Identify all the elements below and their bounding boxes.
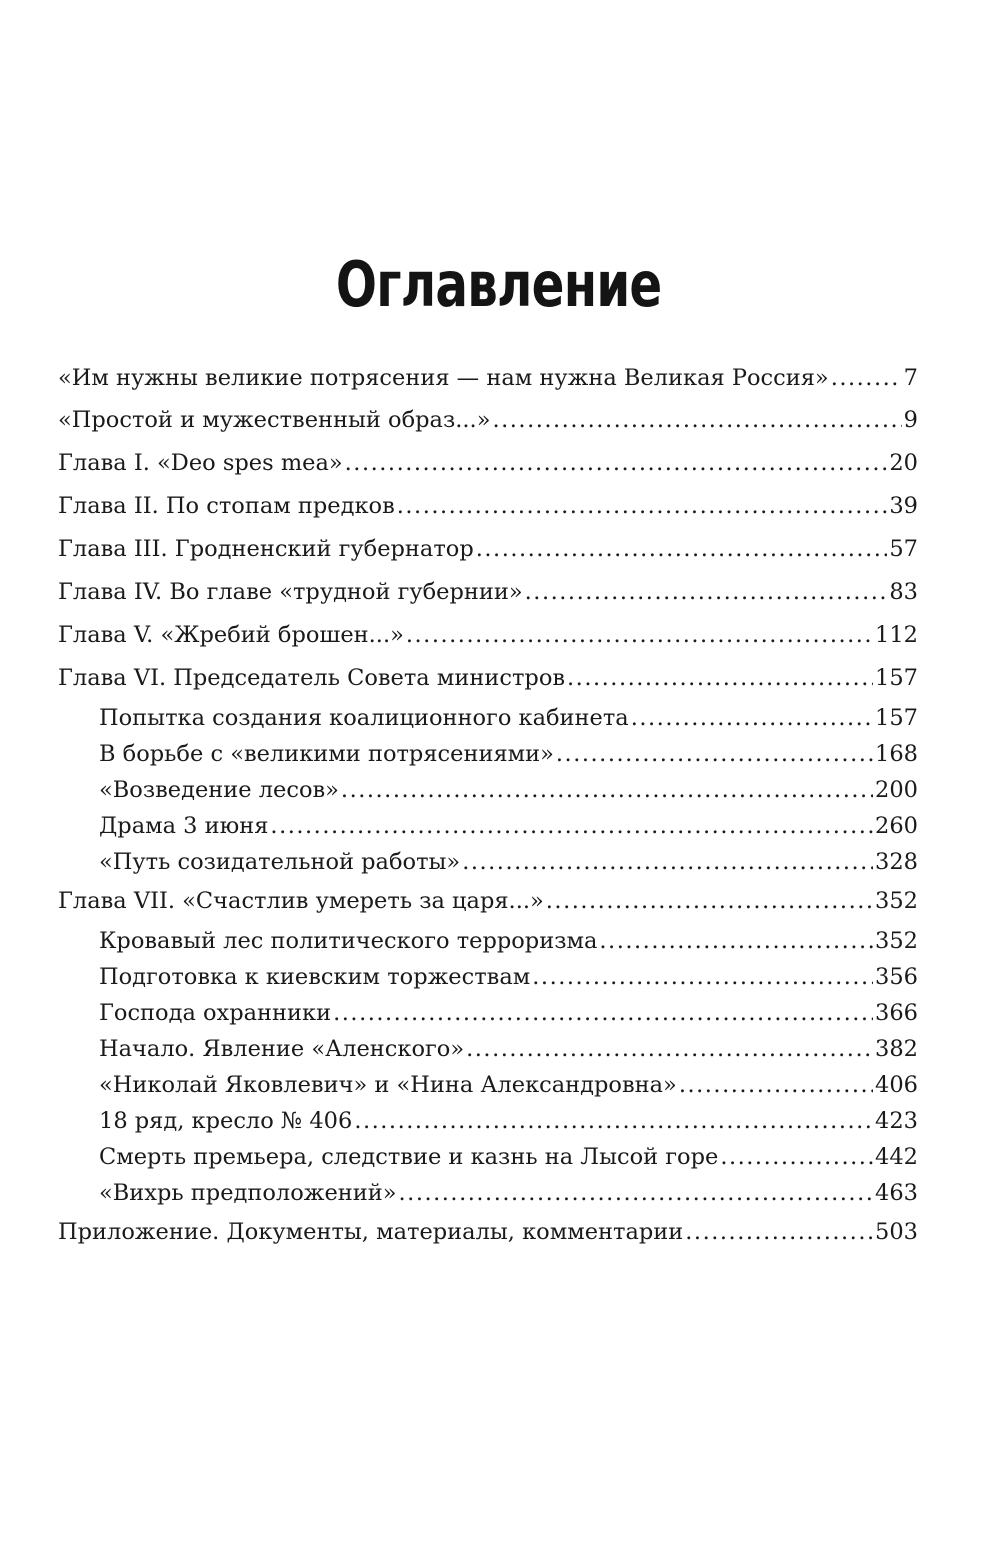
toc-entry-page: 423 xyxy=(875,1108,918,1134)
leader-dots xyxy=(556,739,873,769)
toc-entry-label: В борьбе с «великими потрясениями» xyxy=(99,741,554,767)
leader-dots xyxy=(333,998,873,1028)
toc-entry[interactable] xyxy=(58,448,918,478)
leader-dots xyxy=(492,405,901,435)
toc-subentry[interactable] xyxy=(99,926,918,956)
leader-dots xyxy=(270,811,873,841)
toc-entry-label: Драма 3 июня xyxy=(99,813,269,839)
toc-entry-label: Глава VII. «Счастлив умереть за царя...» xyxy=(58,888,544,914)
toc-entry-label: Глава VI. Председатель Совета министров xyxy=(58,665,566,691)
toc-entry[interactable] xyxy=(58,577,918,607)
toc-entry-label: Подготовка к киевским торжествам xyxy=(99,964,531,990)
toc-subentry[interactable] xyxy=(99,811,918,841)
toc-subentry[interactable] xyxy=(99,847,918,877)
toc-entry-page: 83 xyxy=(889,579,918,605)
toc-entry-label: «Николай Яковлевич» и «Нина Александровна» xyxy=(99,1072,677,1098)
leader-dots xyxy=(345,448,888,478)
toc-entry-label: Кровавый лес политического терроризма xyxy=(99,928,598,954)
toc-entry-page: 352 xyxy=(875,928,918,954)
toc-entry-page: 442 xyxy=(875,1144,918,1170)
toc-subentry[interactable] xyxy=(99,1070,918,1100)
leader-dots xyxy=(525,577,888,607)
toc-entry-page: 168 xyxy=(875,741,918,767)
toc-entry-label: «Вихрь предположений» xyxy=(99,1180,397,1206)
toc-entry-page: 157 xyxy=(875,665,918,691)
leader-dots xyxy=(532,962,873,992)
toc-entry[interactable] xyxy=(58,405,918,435)
toc-entry-page: 382 xyxy=(875,1036,918,1062)
leader-dots xyxy=(631,703,873,733)
toc-entry-label: Глава III. Гродненский губернатор xyxy=(58,536,474,562)
leader-dots xyxy=(476,534,888,564)
toc-entry-page: 356 xyxy=(875,964,918,990)
toc-subentry[interactable] xyxy=(99,739,918,769)
leader-dots xyxy=(685,1217,873,1247)
leader-dots xyxy=(399,1178,874,1208)
toc-entry-label: Попытка создания коалиционного кабинета xyxy=(99,705,629,731)
toc-entry[interactable] xyxy=(58,663,918,693)
toc-entry-label: Смерть премьера, следствие и казнь на Лысой горе xyxy=(99,1144,719,1170)
toc-entry-label: Глава IV. Во главе «трудной губернии» xyxy=(58,579,523,605)
toc-entry-page: 57 xyxy=(889,536,918,562)
leader-dots xyxy=(406,620,873,650)
toc-subentry[interactable] xyxy=(99,998,918,1028)
toc-entry-page: 200 xyxy=(875,777,918,803)
toc-entry-page: 328 xyxy=(875,849,918,875)
toc-subentry[interactable] xyxy=(99,1142,918,1172)
toc-subentry[interactable] xyxy=(99,703,918,733)
toc-entry-label: 18 ряд, кресло № 406 xyxy=(99,1108,353,1134)
toc-entry-label: «Им нужны великие потрясения — нам нужна Великая Россия» xyxy=(58,365,829,391)
toc-entry-label: Глава I. «Deo spes mea» xyxy=(58,450,343,476)
toc-entry-page: 366 xyxy=(875,1000,918,1026)
toc-entry-page: 260 xyxy=(875,813,918,839)
toc-entry-label: Глава II. По стопам предков xyxy=(58,493,395,519)
toc-entry[interactable] xyxy=(58,620,918,650)
toc-subentry[interactable] xyxy=(99,962,918,992)
toc-entry-page: 157 xyxy=(875,705,918,731)
toc-entry-label: Господа охранники xyxy=(99,1000,332,1026)
leader-dots xyxy=(354,1106,873,1136)
leader-dots xyxy=(462,847,873,877)
toc-entry-page: 39 xyxy=(889,493,918,519)
toc-entry[interactable] xyxy=(58,491,918,521)
toc-entry-label: Приложение. Документы, материалы, комментарии xyxy=(58,1219,684,1245)
toc-entry[interactable] xyxy=(58,363,918,393)
toc-entry-page: 463 xyxy=(875,1180,918,1206)
toc-entry[interactable] xyxy=(58,534,918,564)
toc-subentry[interactable] xyxy=(99,1106,918,1136)
toc-subentry[interactable] xyxy=(99,1178,918,1208)
toc-subentry[interactable] xyxy=(99,775,918,805)
toc-entry-page: 406 xyxy=(875,1072,918,1098)
toc-subentry[interactable] xyxy=(99,1034,918,1064)
page-title: Оглавление xyxy=(335,248,662,321)
toc-entry-label: «Простой и мужественный образ...» xyxy=(58,407,491,433)
leader-dots xyxy=(567,663,873,693)
toc-entry-label: Начало. Явление «Аленского» xyxy=(99,1036,465,1062)
toc-entry-page: 503 xyxy=(875,1219,918,1245)
leader-dots xyxy=(831,363,902,393)
toc-entry-page: 112 xyxy=(875,622,918,648)
toc-entry-label: «Возведение лесов» xyxy=(99,777,339,803)
leader-dots xyxy=(720,1142,873,1172)
leader-dots xyxy=(679,1070,873,1100)
leader-dots xyxy=(546,886,873,916)
toc-entry-label: «Путь созидательной работы» xyxy=(99,849,461,875)
leader-dots xyxy=(397,491,888,521)
toc-entry-page: 20 xyxy=(889,450,918,476)
leader-dots xyxy=(599,926,873,956)
leader-dots xyxy=(341,775,873,805)
toc-entry[interactable] xyxy=(58,886,918,916)
leader-dots xyxy=(466,1034,873,1064)
toc-entry[interactable] xyxy=(58,1217,918,1247)
toc-entry-label: Глава V. «Жребий брошен...» xyxy=(58,622,404,648)
toc-entry-page: 9 xyxy=(903,407,918,433)
toc-entry-page: 7 xyxy=(903,365,918,391)
toc-entry-page: 352 xyxy=(875,888,918,914)
